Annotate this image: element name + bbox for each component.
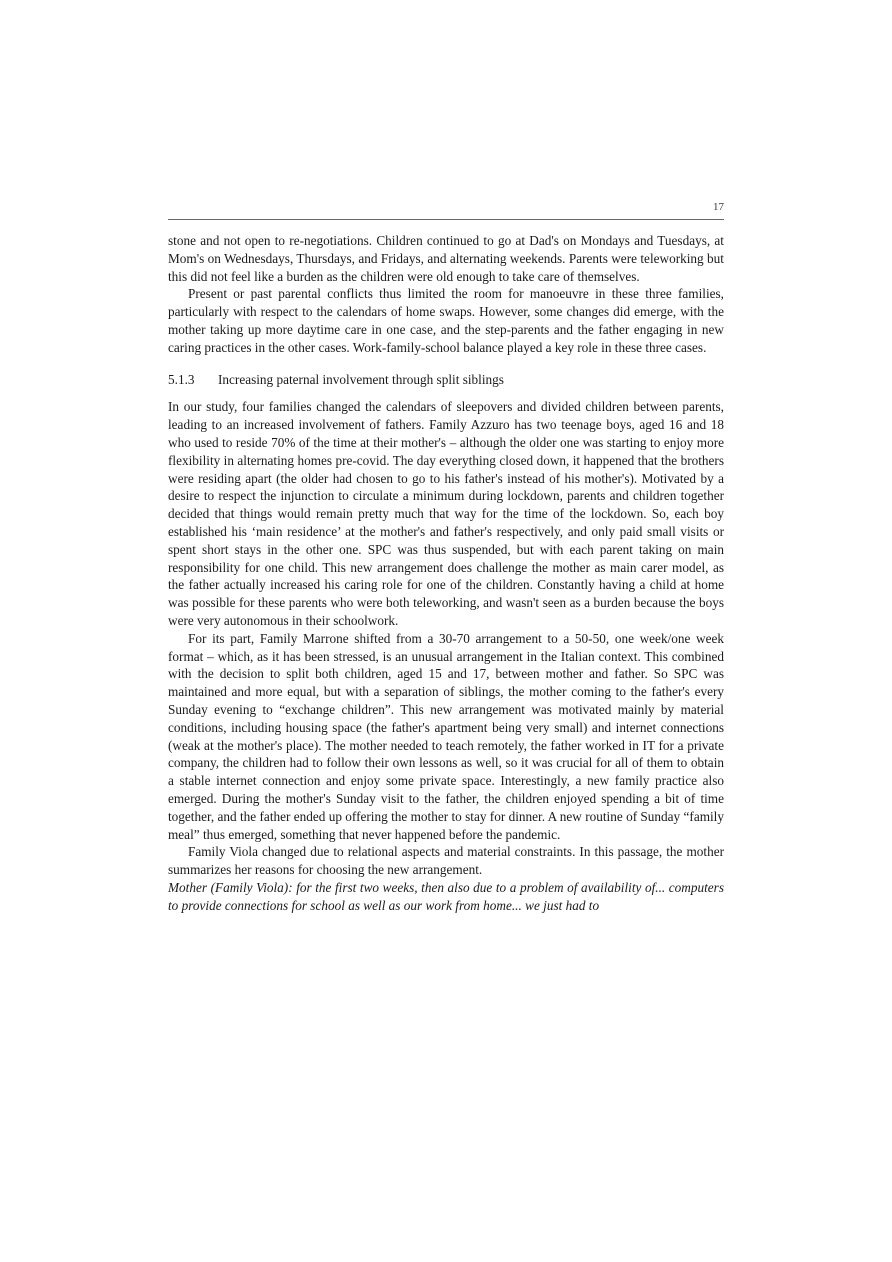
paragraph: For its part, Family Marrone shifted from a 30-70 arrangement to a 50-50, one week/one week format – which, as it has been stressed, is an unusual arrangement in the Italian context. This combined with the decision to split both children, aged 15 and 17, between mother and father. So SPC was maintained and more equal, but with a separation of siblings, the mother coming to the father's every Sunday evening to “exchange children”. This new arrangement was motivated mainly by material conditions, including housing space (the father's apartment being very small) and internet connections (weak at the mother's place). The mother needed to teach remotely, the father worked in IT for a private company, the children had to follow their own lessons as well, so it was crucial for all of them to obtain a stable internet connection and enjoy some private space. Interestingly, a new family practice also emerged. During the mother's Sunday visit to the father, the children enjoyed spending a bit of time together, and the father ended up offering the mother to stay for dinner. A new routine of Sunday “family meal” thus emerged, something that never happened before the pandemic. xyxy=(168,630,724,842)
body-text xyxy=(168,232,724,915)
page-number: 17 xyxy=(713,201,724,213)
paragraph-continued: stone and not open to re-negotiations. Children continued to go at Dad's on Mondays and Tuesdays, at Mom's on Wednesdays, Thursdays, and Fridays, and alternating weekends. Parents were teleworking but this did not feel like a burden as the children were old enough to take care of themselves. xyxy=(168,233,724,284)
paragraph: Present or past parental conflicts thus limited the room for manoeuvre in these three families, particularly with respect to the calendars of home swaps. However, some changes did emerge, with the mother taking up more daytime care in one case, and the step-parents and the father engaging in new caring practices in the other cases. Work-family-school balance played a key role in these three cases. xyxy=(168,286,724,355)
section-heading xyxy=(168,371,724,389)
section-number: 5.1.3 xyxy=(168,371,195,387)
paragraph: In our study, four families changed the calendars of sleepovers and divided children between parents, leading to an increased involvement of fathers. Family Azzuro has two teenage boys, aged 16 and 18 who used to reside 70% of the time at their mother's – although the older one was starting to enjoy more flexibility in alternating homes pre-covid. The day everything closed down, it happened that the brothers were residing apart (the older had chosen to go to his father's instead of his mother's). Motivated by a desire to respect the injunction to circulate a minimum during lockdown, parents and children together decided that things would remain pretty much that way for the time of the lockdown. So, each boy established his ‘main residence’ at the mother's and father's respectively, and only paid small visits or spent short stays in the other one. SPC was thus suspended, but with each parent taking on main responsibility for one child. This new arrangement does challenge the mother as main carer model, as the father actually increased his caring role for one of the children. Constantly having a child at home was possible for these parents who were both teleworking, and wasn't seen as a burden because the boys were very autonomous in their schoolwork. xyxy=(168,399,724,628)
header-rule xyxy=(168,219,724,220)
paragraph: Family Viola changed due to relational aspects and material constraints. In this passage, the mother summarizes her reasons for choosing the new arrangement. xyxy=(168,844,724,878)
section-title: Increasing paternal involvement through split siblings xyxy=(218,371,504,387)
interview-quote: Mother (Family Viola): for the first two weeks, then also due to a problem of availability of... computers to provide connections for school as well as our work from home... we just had to xyxy=(168,879,724,913)
